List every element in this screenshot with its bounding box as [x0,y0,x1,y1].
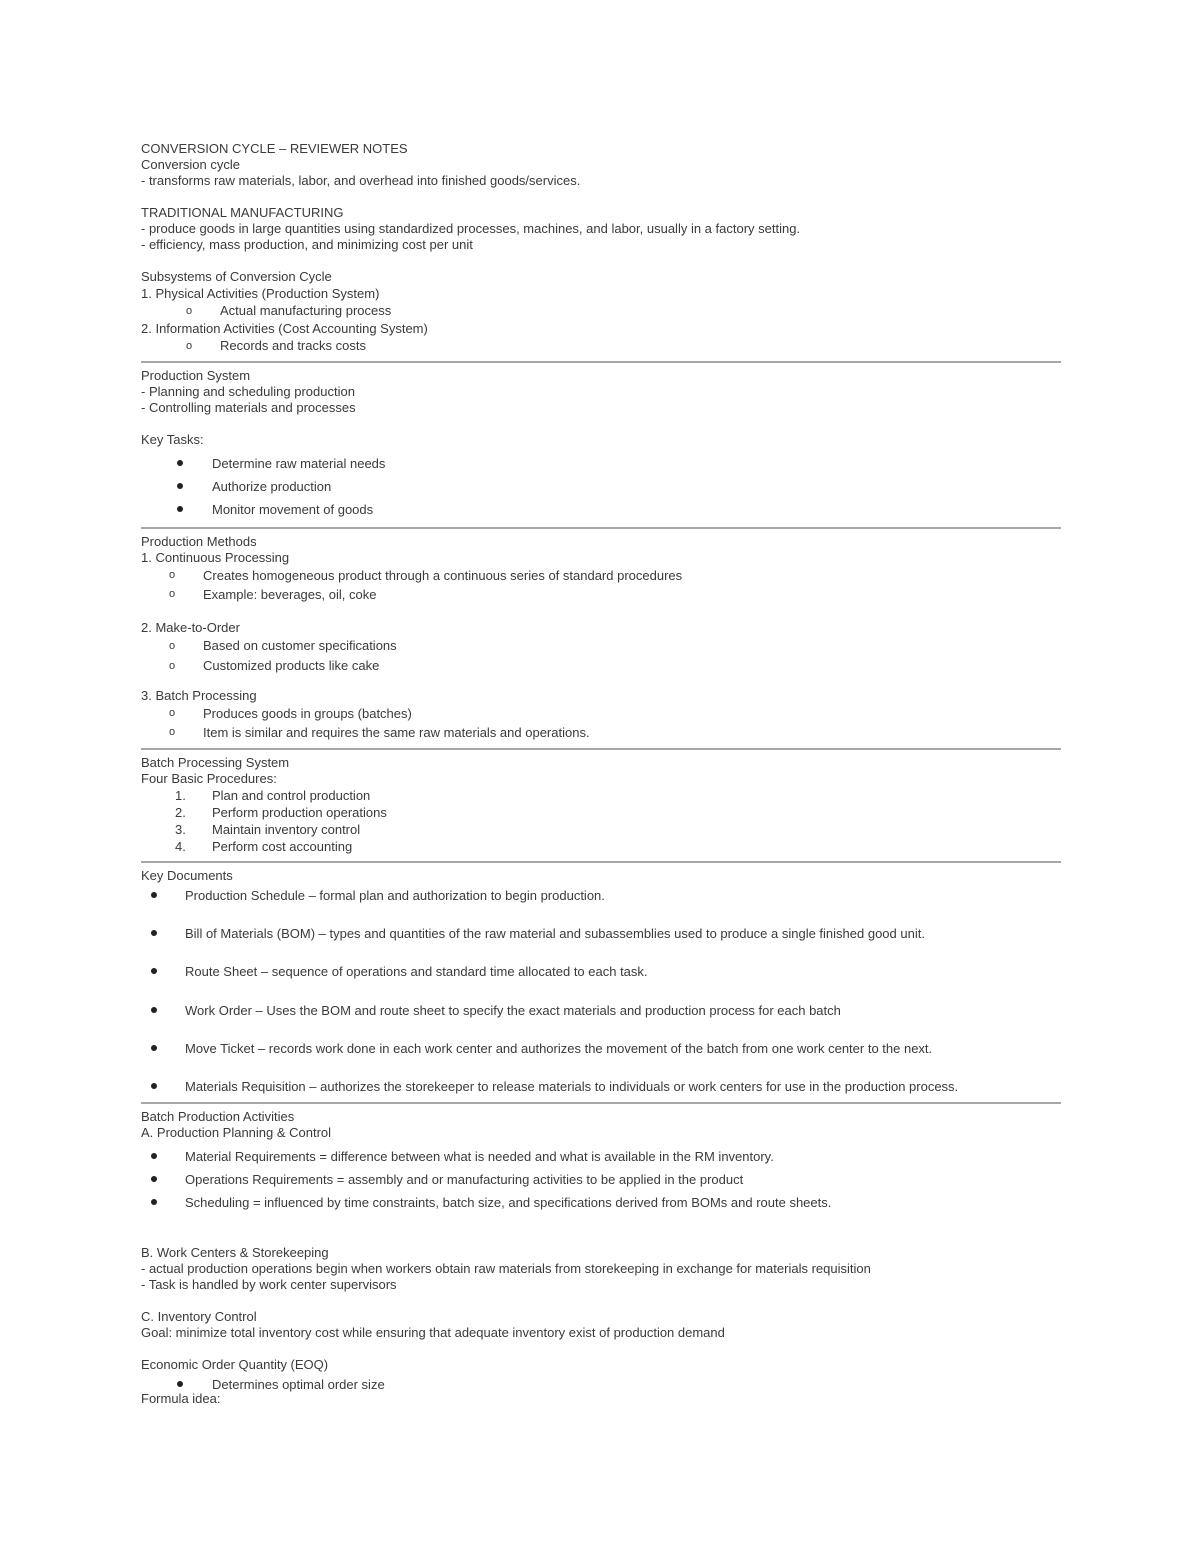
section-divider [141,1102,1061,1104]
list-item: Monitor movement of goods [141,498,1061,521]
bullet-icon [151,1176,157,1182]
bullet-icon [151,892,157,898]
batch-system-heading: Batch Processing System [141,755,290,770]
traditional-line: - produce goods in large quantities using standardized processes, machines, and labor, usually in a factory setting. [141,221,801,236]
list-item: 4. Perform cost accounting [175,839,353,854]
list-item: 3. Maintain inventory control [175,822,361,837]
subsystems-list [141,285,1061,355]
key-documents-list [141,884,1061,1098]
list-item: Operations Requirements = assembly and or manufacturing activities to be applied in the product [141,1168,1061,1191]
method-items [141,636,1061,676]
batch-activities-heading: Batch Production Activities [141,1109,295,1124]
circle-bullet-icon: o [169,707,176,719]
list-item: o Produces goods in groups (batches) [169,706,412,721]
production-system-line: - Planning and scheduling production [141,384,355,399]
bullet-icon [177,483,183,489]
circle-bullet-icon: o [186,305,193,317]
conversion-cycle-heading: Conversion cycle [141,157,240,172]
procedures-list [141,787,1061,855]
circle-bullet-icon: o [169,640,176,652]
list-item: Authorize production [141,475,1061,498]
section-b-line: - actual production operations begin when workers obtain raw materials from storekeeping in exchange for materials requisition [141,1261,871,1276]
subsystems-heading: Subsystems of Conversion Cycle [141,269,332,284]
bullet-icon [177,506,183,512]
batch-system-subheading: Four Basic Procedures: [141,771,277,786]
section-c-heading: C. Inventory Control [141,1309,257,1324]
section-divider [141,361,1061,363]
bullet-icon [177,460,183,466]
bullet-icon [151,1153,157,1159]
list-item: Route Sheet – sequence of operations and standard time allocated to each task. [141,960,1061,999]
section-divider [141,861,1061,863]
method-label: 3. Batch Processing [141,688,257,703]
circle-bullet-icon: o [169,588,176,600]
key-tasks-list [141,452,1061,521]
eoq-heading: Economic Order Quantity (EOQ) [141,1357,329,1372]
list-item: Work Order – Uses the BOM and route sheet to specify the exact materials and production process for each batch [141,999,1061,1037]
bullet-icon [151,1083,157,1089]
subsystem-subitem: o Records and tracks costs [186,338,366,353]
list-item: o Creates homogeneous product through a continuous series of standard procedures [169,568,683,583]
subsystem-item: 2. Information Activities (Cost Accounting System) [141,321,428,336]
list-item: Scheduling = influenced by time constraints, batch size, and specifications derived from BOMs and route sheets. [141,1191,1061,1214]
section-divider [141,748,1061,750]
list-item: Determines optimal order size [141,1373,1061,1396]
section-a-list [141,1145,1061,1214]
circle-bullet-icon: o [169,660,176,672]
bullet-icon [151,968,157,974]
circle-bullet-icon: o [169,726,176,738]
list-item: 1. Plan and control production [175,788,371,803]
section-c-goal: Goal: minimize total inventory cost while ensuring that adequate inventory exist of production demand [141,1325,725,1340]
list-item: o Example: beverages, oil, coke [169,587,377,602]
conversion-cycle-definition: - transforms raw materials, labor, and overhead into finished goods/services. [141,173,581,188]
traditional-line: - efficiency, mass production, and minimizing cost per unit [141,237,473,252]
production-system-line: - Controlling materials and processes [141,400,356,415]
list-item: Determine raw material needs [141,452,1061,475]
key-documents-heading: Key Documents [141,868,233,883]
subsystem-subitem: o Actual manufacturing process [186,303,392,318]
list-item: Production Schedule – formal plan and authorization to begin production. [141,884,1061,922]
list-item: Material Requirements = difference between what is needed and what is available in the RM inventory. [141,1145,1061,1168]
traditional-heading: TRADITIONAL MANUFACTURING [141,205,344,220]
document-title: CONVERSION CYCLE – REVIEWER NOTES [141,141,408,156]
section-a-heading: A. Production Planning & Control [141,1125,332,1140]
production-methods-heading: Production Methods [141,534,257,549]
method-label: 2. Make-to-Order [141,620,240,635]
list-item: 2. Perform production operations [175,805,387,820]
bullet-icon [151,930,157,936]
production-system-heading: Production System [141,368,251,383]
section-b-line: - Task is handled by work center supervisors [141,1277,397,1292]
formula-label: Formula idea: [141,1391,221,1406]
bullet-icon [177,1381,183,1387]
circle-bullet-icon: o [169,569,176,581]
bullet-icon [151,1199,157,1205]
bullet-icon [151,1045,157,1051]
section-divider [141,527,1061,529]
bullet-icon [151,1007,157,1013]
list-item: Move Ticket – records work done in each work center and authorizes the movement of the batch from one work center to the next. [141,1037,1061,1075]
list-item: Bill of Materials (BOM) – types and quantities of the raw material and subassemblies used to produce a single finished good unit. [141,922,1061,960]
section-b-heading: B. Work Centers & Storekeeping [141,1245,329,1260]
document-page [141,141,1061,1407]
list-item: o Item is similar and requires the same raw materials and operations. [169,725,590,740]
eoq-list [141,1373,1061,1396]
method-label: 1. Continuous Processing [141,550,290,565]
list-item: o Customized products like cake [141,656,1061,676]
key-tasks-heading: Key Tasks: [141,432,204,447]
subsystem-item: 1. Physical Activities (Production System) [141,286,380,301]
list-item: o Based on customer specifications [141,636,1061,656]
circle-bullet-icon: o [186,340,193,352]
list-item: Materials Requisition – authorizes the storekeeper to release materials to individuals or work centers for use in the production process. [141,1075,1061,1098]
method-items [141,566,1061,604]
method-items [141,704,1061,742]
